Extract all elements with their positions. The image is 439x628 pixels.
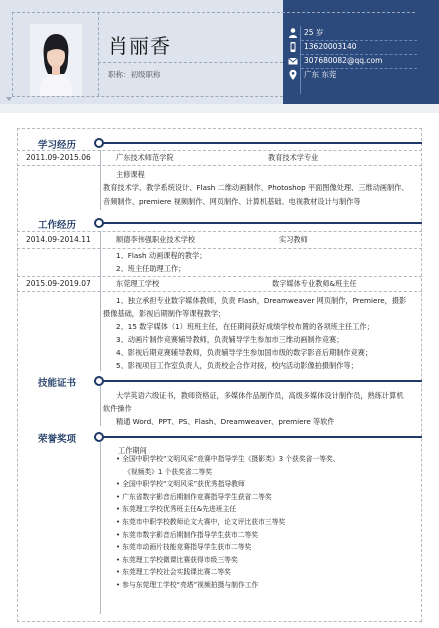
profile-photo [30,24,82,96]
section-dot-icon [94,218,104,228]
work-duty: 1、独立承担专业数字媒体教师，负责 Flash，Dreamweaver 网页制作，Premiere，摄影 [116,296,407,305]
work-duty: 2、15 数字媒体（1）班班主任，在任期间获好成绩学校布置的各项班主任工作； [116,322,374,331]
award-item: • 东莞市动画片技能竞赛指导学生获市二等奖 [116,543,252,552]
row-divider [17,248,422,249]
row-divider [17,276,422,277]
award-item: • 参与东莞理工学校“亮塔”视频拍摄与制作工作 [116,580,259,589]
header-dashed-top [12,12,415,13]
award-item: • 全国中职学校“文明风采”竞赛中指导学生《摄影类》3 个获奖省一等奖、 [116,455,340,463]
work-role: 数字媒体专业教师&班主任 [272,279,357,288]
row-divider [17,165,422,166]
work-duty: 摄像基础，影视后期制作等课程教学； [103,309,226,318]
header-dashed-mid [98,62,283,63]
award-item: • 东莞理工学校微课比赛获得市级三等奖 [116,555,238,564]
section-rule [100,142,422,144]
section-title-awards: 荣誉奖项 [38,434,77,445]
skills-line: 软件操作 [103,404,132,413]
section-dot-icon [94,432,104,442]
courses-label: 主修课程 [116,170,145,179]
header-bottom-strip [0,104,439,113]
row-divider [17,291,422,292]
header-dashed-photo-right [98,12,99,96]
awards-period-label: 工作期间 [118,446,147,455]
work-date: 2015.09-2019.07 [26,279,91,288]
section-dot-icon [94,138,104,148]
education-school: 广东技术师范学院 [116,153,174,162]
timeline-line [100,386,101,426]
work-company: 东莞理工学校 [116,279,160,288]
award-item: • 东莞理工学校优秀班主任&先进班主任 [116,505,237,514]
timeline-line [100,442,101,614]
job-title: 职称：初级职称 [108,70,161,79]
work-duty: 1、Flash 动画课程的教学； [116,251,207,260]
row-divider [17,231,422,232]
section-title-education: 学习经历 [38,140,77,151]
person-icon [288,27,298,39]
header-dashed-bottom [12,96,283,97]
section-title-skills: 技能证书 [38,378,77,389]
row-divider [17,150,422,151]
section-rule [100,222,422,224]
work-duty: 2、班主任助理工作； [116,264,186,273]
courses-line: 音频制作、premiere 视频制作、网页制作、计算机基础、电视教材设计与制作等 [103,197,361,206]
awards-list [116,453,416,592]
phone-icon [288,41,298,53]
section-title-work: 工作经历 [38,220,77,231]
work-duty: 5、影视项目工作室负责人，负责校企合作对接，校内活动影像拍摄制作等； [116,361,358,370]
work-company: 顺德李伟强职业技术学校 [116,235,196,244]
section-rule [100,380,422,382]
contact-location: 广东 东莞 [304,70,337,79]
contact-separator [300,26,301,94]
header-dashed-left [12,12,13,96]
skills-line: 大学英语六级证书，教师资格证，多媒体作品制作员，高级多媒体设计制作员，熟练计算机 [116,391,404,400]
skills-line: 精通 Word、PPT、PS、Flash、Dreamweaver、premiere 等软件 [116,417,335,426]
work-role: 实习教师 [279,235,308,244]
award-item: • 东莞市数字影音后期制作指导学生获市二等奖 [116,530,259,539]
award-item: 《视频类》1 个获奖省二等奖 [124,467,213,476]
award-item: • 东莞市中职学校教师论文大赛中，论文评比获市三等奖 [116,517,286,526]
education-major: 教育技术学专业 [268,153,319,162]
education-date: 2011.09-2015.06 [26,153,91,162]
contact-email[interactable]: 307680082@qq.com [304,56,383,65]
courses-line: 教育技术学、教学系统设计、Flash 二维动画制作、Photoshop 平面图像处理、三维动画制作、 [103,183,409,192]
award-item: • 东莞理工学校社会实践课比赛二等奖 [116,568,231,577]
contact-age: 25 岁 [304,28,324,37]
award-item: • 全国中职学校“文明风采”获优秀指导教师 [116,480,245,489]
section-rule [100,436,422,438]
candidate-name: 肖丽香 [108,34,171,58]
work-duty: 3、动画片制作竞赛辅导教师，负责辅导学生参加市三维动画制作竞赛； [116,335,344,344]
portrait-icon [30,24,82,96]
section-dot-icon [94,376,104,386]
contact-phone[interactable]: 13620003140 [304,42,357,51]
mail-icon [288,55,298,67]
triangle-marker-icon [6,97,12,101]
award-item: • 广东省数字影音后期制作竞赛指导学生获省二等奖 [116,492,272,501]
location-pin-icon [288,69,298,81]
timeline-line [100,231,101,371]
work-duty: 4、影视后期竞赛辅导教师，负责辅导学生参加国市级的数字影音后期制作竞赛； [116,348,373,357]
work-date: 2014.09-2014.11 [26,235,91,244]
timeline-line [100,150,101,210]
